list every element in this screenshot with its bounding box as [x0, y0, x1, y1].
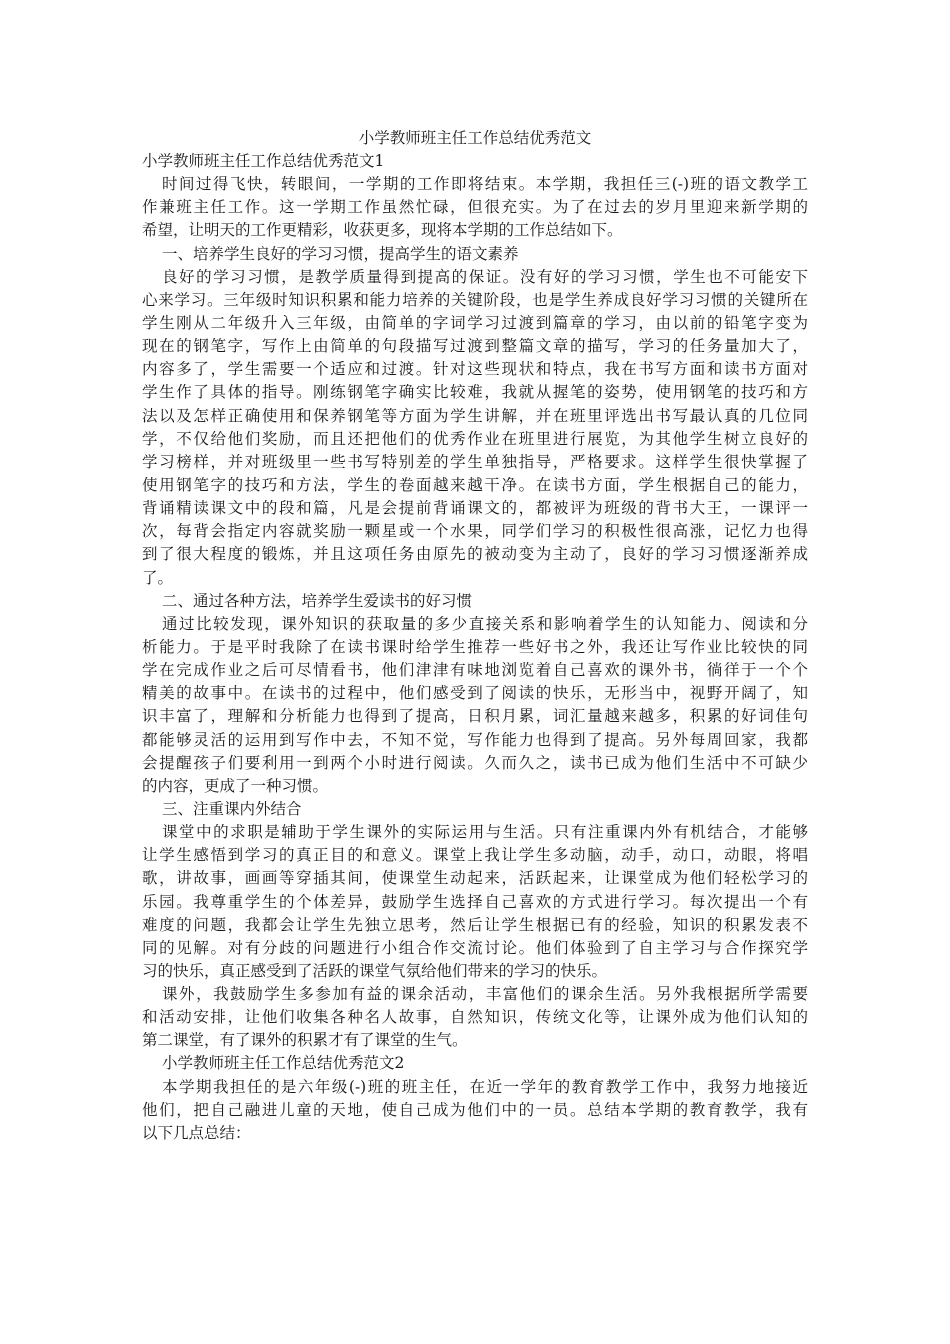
text-line: 法以及怎样正确使用和保养钢笔等方面为学生讲解，并在班里评选出书写最认真的几位同: [142, 406, 808, 425]
text-line: 背诵精读课文中的段和篇，凡是会提前背诵课文的，都被评为班级的背书大王，一课评一: [142, 499, 808, 518]
text-line: 学在完成作业之后可尽情看书，他们津津有味地浏览着自己喜欢的课外书，徜徉于一个个: [142, 661, 808, 680]
text-line: 三、注重课内外结合: [162, 799, 302, 818]
text-line: 让学生感悟到学习的真正目的和意义。课堂上我让学生多动脑，动手，动口，动眼，将唱: [142, 846, 808, 865]
text-line: 课堂中的求职是辅助于学生课外的实际运用与生活。只有注重课内外有机结合，才能够: [162, 823, 808, 842]
text-line: 一、培养学生良好的学习习惯，提高学生的语文素养: [162, 244, 519, 263]
text-line: 同的见解。对有分歧的问题进行小组合作交流讨论。他们体验到了自主学习与合作探究学: [142, 938, 808, 957]
text-line: 通过比较发现，课外知识的获取量的多少直接关系和影响着学生的认知能力、阅读和分: [162, 614, 808, 633]
text-line: 了。: [142, 568, 174, 587]
text-line: 识丰富了，理解和分析能力也得到了提高，日积月累，词汇量越来越多，积累的好词佳句: [142, 707, 808, 726]
text-line: 小学教师班主任工作总结优秀范文1: [142, 152, 385, 170]
text-line: 内容多了，学生需要一个适应和过渡。针对这些现状和特点，我在书写方面和读书方面对: [142, 360, 808, 379]
text-line: 的内容，更成了一种习惯。: [142, 776, 329, 795]
text-line: 本学期我担任的是六年级(-)班的班主任，在近一学年的教育教学工作中，我努力地接近: [162, 1077, 808, 1096]
text-line: 学习榜样，并对班级里一些书写特别差的学生单独指导，严格要求。这样学生很快掌握了: [142, 452, 808, 471]
text-line: 心来学习。三年级时知识积累和能力培养的关键阶段，也是学生养成良好学习习惯的关键所在: [142, 290, 808, 309]
text-line: 习的快乐，真正感受到了活跃的课堂气氛给他们带来的学习的快乐。: [142, 961, 608, 980]
text-line: 到了很大程度的锻炼，并且这项任务由原先的被动变为主动了，良好的学习习惯逐渐养成: [142, 545, 808, 564]
text-line: 都能够灵活的运用到写作中去，不知不觉，写作能力也得到了提高。另外每周回家，我都: [142, 730, 808, 749]
text-line: 希望，让明天的工作更精彩，收获更多，现将本学期的工作总结如下。: [142, 221, 623, 240]
text-line: 学生刚从二年级升入三年级，由简单的字词学习过渡到篇章的学习，由以前的铅笔字变为: [142, 313, 808, 332]
text-line: 乐园。我尊重学生的个体差异，鼓励学生选择自己喜欢的方式进行学习。每次提出一个有: [142, 892, 808, 911]
text-line: 次，每背会指定内容就奖励一颗星或一个水果，同学们学习的积极性很高涨，记忆力也得: [142, 522, 808, 541]
text-line: 课外，我鼓励学生多参加有益的课余活动，丰富他们的课余生活。另外我根据所学需要: [162, 985, 808, 1004]
text-line: 使用钢笔字的技巧和方法，学生的卷面越来越干净。在读书方面，学生根据自己的能力，: [142, 475, 808, 494]
text-line: 以下几点总结：: [142, 1123, 251, 1142]
text-line: 精美的故事中。在读书的过程中，他们感受到了阅读的快乐，无形当中，视野开阔了，知: [142, 684, 808, 703]
text-line: 他们，把自己融进儿童的天地，使自己成为他们中的一员。总结本学期的教育教学，我有: [142, 1100, 808, 1119]
document-text: [142, 150, 808, 1145]
text-line: 作兼班主任工作。这一学期工作虽然忙碌，但很充实。为了在过去的岁月里迎来新学期的: [142, 198, 808, 217]
document-title: 小学教师班主任工作总结优秀范文: [358, 129, 592, 147]
text-line: 和活动安排，让他们收集各种名人故事，自然知识，传统文化等，让课外成为他们认知的: [142, 1008, 808, 1027]
text-line: 歌，讲故事，画画等穿插其间，使课堂生动起来，活跃起来，让课堂成为他们轻松学习的: [142, 869, 808, 888]
text-line: 现在的钢笔字，写作上由简单的句段描写过渡到整篇文章的描写，学习的任务量加大了，: [142, 337, 808, 356]
text-line: 学，不仅给他们奖励，而且还把他们的优秀作业在班里进行展览，为其他学生树立良好的: [142, 429, 808, 448]
text-line: 时间过得飞快，转眼间，一学期的工作即将结束。本学期，我担任三(-)班的语文教学工: [162, 175, 808, 194]
text-line: 会提醒孩子们要利用一到两个小时进行阅读。久而久之，读书已成为他们生活中不可缺少: [142, 753, 808, 772]
text-line: 小学教师班主任工作总结优秀范文2: [162, 1054, 405, 1073]
document-body: [142, 126, 808, 1145]
text-line: 难度的问题，我都会让学生先独立思考，然后让学生根据已有的经验，知识的积累发表不: [142, 915, 808, 934]
text-line: 良好的学习习惯，是教学质量得到提高的保证。没有好的学习习惯，学生也不可能安下: [162, 267, 808, 286]
text-line: 第二课堂，有了课外的积累才有了课堂的生气。: [142, 1031, 468, 1050]
text-line: 二、通过各种方法，培养学生爱读书的好习惯: [162, 591, 473, 610]
text-line: 学生作了具体的指导。刚练钢笔字确实比较难，我就从握笔的姿势，使用钢笔的技巧和方: [142, 383, 808, 402]
text-line: 析能力。于是平时我除了在读书课时给学生推荐一些好书之外，我还让写作业比较快的同: [142, 637, 808, 656]
